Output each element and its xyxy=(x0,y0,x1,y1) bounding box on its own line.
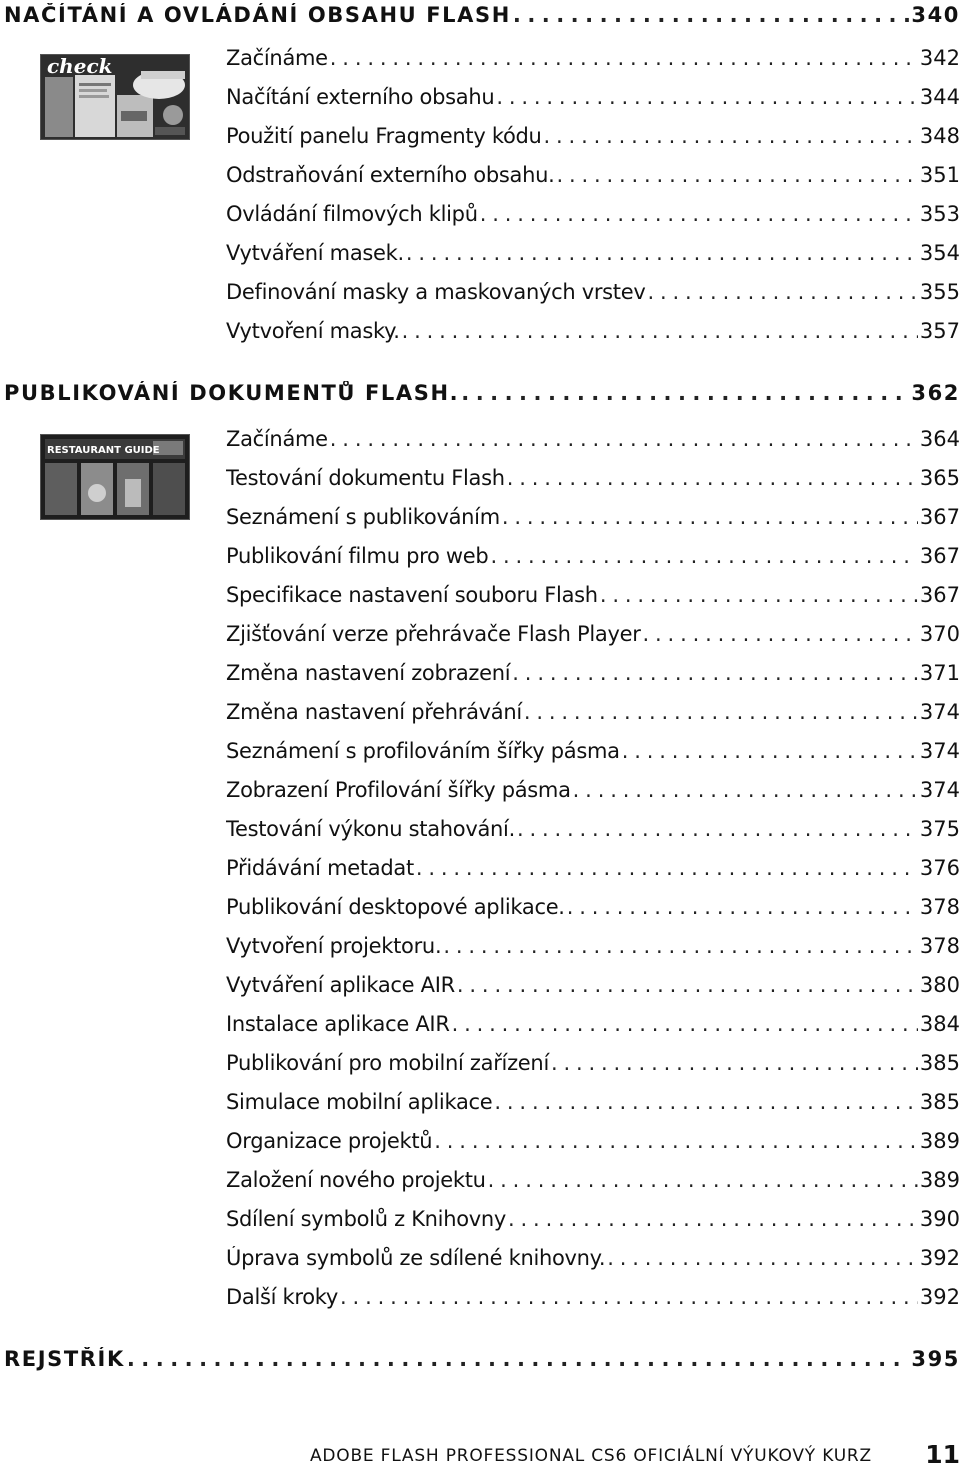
dot-leader xyxy=(457,973,918,997)
toc-entry[interactable] xyxy=(226,427,960,461)
toc-entry[interactable] xyxy=(226,661,960,695)
entry-title: Vytváření masek. xyxy=(226,241,404,265)
toc-entry[interactable] xyxy=(226,46,960,80)
dot-leader xyxy=(524,700,918,724)
dot-leader xyxy=(508,1207,918,1231)
toc-entry[interactable] xyxy=(226,739,960,773)
thumbnail-logo-text: check xyxy=(47,55,113,78)
chapter-title: PUBLIKOVÁNÍ DOKUMENTŮ FLASH. xyxy=(4,381,460,405)
dot-leader xyxy=(330,427,918,451)
entry-title: Sdílení symbolů z Knihovny xyxy=(226,1207,507,1231)
lesson-thumbnail-art xyxy=(41,55,189,139)
toc-entry[interactable] xyxy=(226,817,960,851)
entry-title: Vytvoření projektoru. xyxy=(226,934,442,958)
entry-title: Zobrazení Profilování šířky pásma xyxy=(226,778,571,802)
entry-page: 355 xyxy=(919,280,960,304)
chapter-heading[interactable] xyxy=(4,381,960,415)
entry-page: 389 xyxy=(919,1129,960,1153)
dot-leader xyxy=(127,1347,910,1371)
page-footer xyxy=(0,1440,960,1470)
toc-entry[interactable] xyxy=(226,895,960,929)
entry-page: 353 xyxy=(919,202,960,226)
entry-title: Ovládání filmových klipů xyxy=(226,202,478,226)
toc-entry[interactable] xyxy=(226,1129,960,1163)
entry-title: Úprava symbolů ze sdílené knihovny. xyxy=(226,1246,606,1270)
entry-page: 384 xyxy=(919,1012,960,1036)
entry-page: 342 xyxy=(919,46,960,70)
toc-entry[interactable] xyxy=(226,1207,960,1241)
lesson-thumbnail-art xyxy=(41,435,189,519)
entry-page: 374 xyxy=(919,778,960,802)
entry-page: 367 xyxy=(919,505,960,529)
dot-leader xyxy=(406,241,918,265)
dot-leader xyxy=(496,85,918,109)
entry-page: 367 xyxy=(919,583,960,607)
dot-leader xyxy=(461,381,909,405)
entry-page: 380 xyxy=(919,973,960,997)
entry-title: Instalace aplikace AIR xyxy=(226,1012,450,1036)
entry-title: Testování výkonu stahování. xyxy=(226,817,515,841)
entry-page: 385 xyxy=(919,1090,960,1114)
entry-title: Testování dokumentu Flash xyxy=(226,466,505,490)
dot-leader xyxy=(607,1246,918,1270)
toc-entry[interactable] xyxy=(226,622,960,656)
dot-leader xyxy=(544,124,918,148)
lesson-thumbnail xyxy=(40,434,190,520)
entry-page: 348 xyxy=(919,124,960,148)
toc-entry[interactable] xyxy=(226,778,960,812)
toc-entry[interactable] xyxy=(226,1285,960,1319)
entry-title: Specifikace nastavení souboru Flash xyxy=(226,583,598,607)
entry-title: Začínáme xyxy=(226,46,328,70)
toc-entry[interactable] xyxy=(226,85,960,119)
dot-leader xyxy=(507,466,918,490)
entry-page: 378 xyxy=(919,934,960,958)
entry-title: Zjišťování verze přehrávače Flash Player xyxy=(226,622,641,646)
entry-title: Seznámení s profilováním šířky pásma xyxy=(226,739,620,763)
entry-page: 344 xyxy=(919,85,960,109)
toc-entry[interactable] xyxy=(226,973,960,1007)
toc-entry[interactable] xyxy=(226,1246,960,1280)
entry-title: Začínáme xyxy=(226,427,328,451)
toc-entry[interactable] xyxy=(226,934,960,968)
dot-leader xyxy=(551,1051,918,1075)
toc-entry[interactable] xyxy=(226,163,960,197)
footer-page-number: 11 xyxy=(925,1440,960,1469)
thumbnail-banner-text: RESTAURANT GUIDE xyxy=(47,445,160,456)
dot-leader xyxy=(512,661,918,685)
toc-entry[interactable] xyxy=(226,856,960,890)
dot-leader xyxy=(622,739,918,763)
toc-entry[interactable] xyxy=(226,466,960,500)
toc-entry[interactable] xyxy=(226,1090,960,1124)
entry-page: 392 xyxy=(919,1246,960,1270)
entry-title: Použití panelu Fragmenty kódu xyxy=(226,124,542,148)
entry-title: Publikování filmu pro web xyxy=(226,544,489,568)
entry-page: 392 xyxy=(919,1285,960,1309)
entry-title: Definování masky a maskovaných vrstev xyxy=(226,280,646,304)
dot-leader xyxy=(556,163,917,187)
chapter-heading[interactable] xyxy=(4,3,960,37)
dot-leader xyxy=(330,46,918,70)
dot-leader xyxy=(573,778,918,802)
chapter-heading[interactable] xyxy=(4,1347,960,1381)
entry-title: Organizace projektů xyxy=(226,1129,433,1153)
dot-leader xyxy=(567,895,918,919)
dot-leader xyxy=(513,3,909,27)
toc-entry[interactable] xyxy=(226,505,960,539)
entry-title: Další kroky xyxy=(226,1285,339,1309)
dot-leader xyxy=(434,1129,918,1153)
toc-entry[interactable] xyxy=(226,202,960,236)
toc-entry[interactable] xyxy=(226,280,960,314)
footer-book-title: ADOBE FLASH PROFESSIONAL CS6 OFICIÁLNÍ VÝUKOVÝ KURZ xyxy=(309,1446,872,1466)
entry-page: 385 xyxy=(919,1051,960,1075)
entry-page: 374 xyxy=(919,739,960,763)
entry-page: 354 xyxy=(919,241,960,265)
chapter-title: NAČÍTÁNÍ A OVLÁDÁNÍ OBSAHU FLASH xyxy=(4,3,511,27)
entry-title: Odstraňování externího obsahu. xyxy=(226,163,555,187)
entry-title: Vytváření aplikace AIR xyxy=(226,973,455,997)
chapter-page: 395 xyxy=(911,1347,960,1371)
entry-title: Změna nastavení přehrávání xyxy=(226,700,522,724)
entry-title: Vytvoření masky. xyxy=(226,319,400,343)
lesson-thumbnail xyxy=(40,54,190,140)
toc-entry[interactable] xyxy=(226,1051,960,1085)
dot-leader xyxy=(600,583,918,607)
entry-page: 364 xyxy=(919,427,960,451)
dot-leader xyxy=(443,934,918,958)
entry-title: Založení nového projektu xyxy=(226,1168,486,1192)
dot-leader xyxy=(416,856,918,880)
entry-page: 374 xyxy=(919,700,960,724)
entry-page: 389 xyxy=(919,1168,960,1192)
toc-entry[interactable] xyxy=(226,700,960,734)
entry-page: 375 xyxy=(919,817,960,841)
dot-leader xyxy=(643,622,918,646)
entry-title: Simulace mobilní aplikace xyxy=(226,1090,493,1114)
entry-page: 365 xyxy=(919,466,960,490)
entry-page: 371 xyxy=(919,661,960,685)
entry-title: Publikování desktopové aplikace. xyxy=(226,895,565,919)
toc-entry[interactable] xyxy=(226,583,960,617)
dot-leader xyxy=(648,280,918,304)
entry-page: 370 xyxy=(919,622,960,646)
dot-leader xyxy=(340,1285,918,1309)
entry-page: 390 xyxy=(919,1207,960,1231)
toc-entry[interactable] xyxy=(226,124,960,158)
toc-entry[interactable] xyxy=(226,1168,960,1202)
dot-leader xyxy=(488,1168,918,1192)
dot-leader xyxy=(480,202,918,226)
entry-page: 351 xyxy=(919,163,960,187)
entry-title: Přidávání metadat xyxy=(226,856,414,880)
entry-page: 357 xyxy=(919,319,960,343)
dot-leader xyxy=(402,319,918,343)
entry-title: Načítání externího obsahu xyxy=(226,85,495,109)
dot-leader xyxy=(452,1012,918,1036)
entry-page: 376 xyxy=(919,856,960,880)
entry-page: 378 xyxy=(919,895,960,919)
toc-entry[interactable] xyxy=(226,241,960,275)
entry-page: 367 xyxy=(919,544,960,568)
dot-leader xyxy=(494,1090,918,1114)
toc-entry[interactable] xyxy=(226,319,960,353)
toc-entry[interactable] xyxy=(226,1012,960,1046)
chapter-title: REJSTŘÍK xyxy=(4,1347,125,1371)
toc-entry[interactable] xyxy=(226,544,960,578)
dot-leader xyxy=(490,544,917,568)
entry-title: Změna nastavení zobrazení xyxy=(226,661,511,685)
entry-title: Publikování pro mobilní zařízení xyxy=(226,1051,549,1075)
chapter-page: 362 xyxy=(911,381,960,405)
chapter-page: 340 xyxy=(911,3,960,27)
entry-title: Seznámení s publikováním xyxy=(226,505,500,529)
dot-leader xyxy=(502,505,918,529)
dot-leader xyxy=(517,817,918,841)
